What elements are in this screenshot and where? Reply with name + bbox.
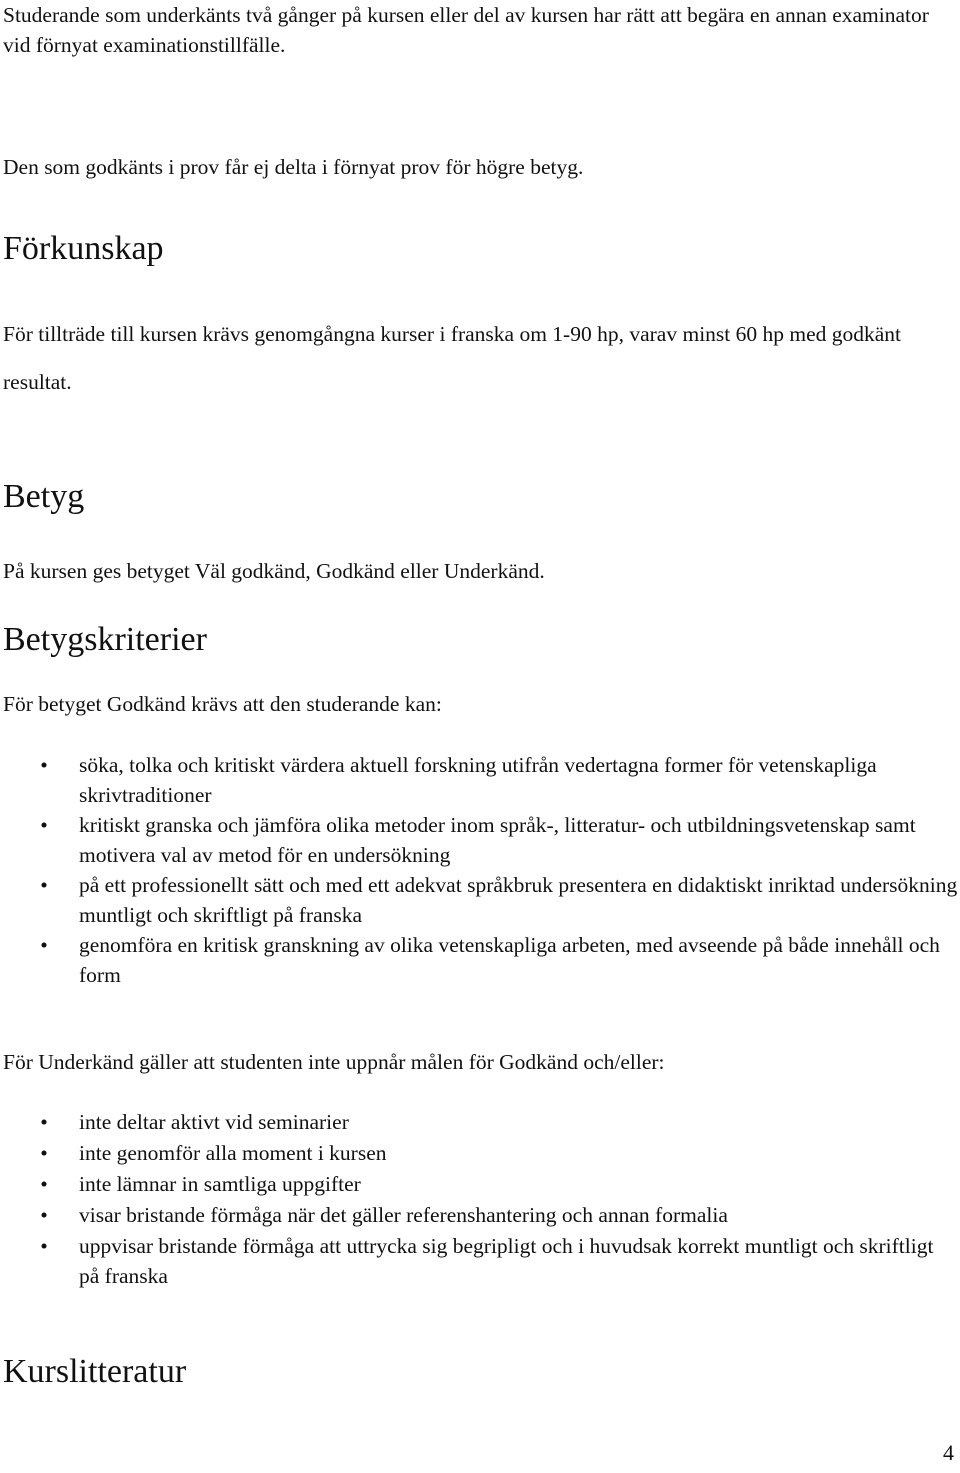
list-item-text: inte deltar aktivt vid seminarier — [79, 1110, 349, 1134]
bullet-icon: • — [40, 1110, 48, 1134]
list-item-text: visar bristande förmåga när det gäller referenshantering och annan formalia — [79, 1203, 728, 1227]
list-item — [0, 750, 958, 810]
bullet-icon: • — [40, 753, 48, 777]
no-improvement-paragraph: Den som godkänts i prov får ej delta i förnyat prov för högre betyg. — [3, 155, 584, 179]
pass-criteria-list — [0, 750, 958, 990]
bullet-icon: • — [40, 1172, 48, 1196]
list-item — [0, 1138, 958, 1168]
heading-prerequisites: Förkunskap — [3, 230, 164, 267]
grade-paragraph: På kursen ges betyget Väl godkänd, Godkänd eller Underkänd. — [3, 559, 545, 583]
list-item — [0, 870, 958, 930]
list-item — [0, 1169, 958, 1199]
list-item-text: genomföra en kritisk granskning av olika vetenskapliga arbeten, med avseende på både innehåll och form — [79, 933, 940, 987]
list-item-text: kritiskt granska och jämföra olika metoder inom språk-, litteratur- och utbildningsvetenskap samt motivera val av metod för en undersökning — [79, 813, 916, 867]
page-number: 4 — [943, 1440, 954, 1465]
list-item — [0, 1200, 958, 1230]
heading-course-literature: Kurslitteratur — [3, 1353, 187, 1390]
list-item — [0, 810, 958, 870]
bullet-icon: • — [40, 1203, 48, 1227]
list-item-text: uppvisar bristande förmåga att uttrycka sig begripligt och i huvudsak korrekt muntligt och skriftligt på franska — [79, 1234, 934, 1288]
bullet-icon: • — [40, 873, 48, 897]
list-item-text: inte lämnar in samtliga uppgifter — [79, 1172, 361, 1196]
fail-criteria-list — [0, 1107, 958, 1292]
heading-grade: Betyg — [3, 478, 85, 515]
prerequisites-paragraph: För tillträde till kursen krävs genomgångna kurser i franska om 1-90 hp, varav minst 60 hp med godkänt resultat. — [3, 322, 902, 394]
heading-grading-criteria: Betygskriterier — [3, 621, 207, 658]
list-item — [0, 1107, 958, 1137]
retake-paragraph: Studerande som underkänts två gånger på kursen eller del av kursen har rätt att begära en annan examinator vid förnyat examinationstillfälle. — [3, 3, 929, 57]
bullet-icon: • — [40, 1234, 48, 1258]
list-item-text: på ett professionellt sätt och med ett adekvat språkbruk presentera en didaktiskt inriktad undersökning muntligt och skriftligt på franska — [79, 873, 958, 927]
pass-criteria-intro: För betyget Godkänd krävs att den studerande kan: — [3, 692, 442, 716]
list-item — [0, 930, 958, 990]
list-item-text: söka, tolka och kritiskt värdera aktuell forskning utifrån vedertagna former för vetenskapliga skrivtraditioner — [79, 753, 877, 807]
list-item-text: inte genomför alla moment i kursen — [79, 1141, 387, 1165]
bullet-icon: • — [40, 813, 48, 837]
fail-criteria-intro: För Underkänd gäller att studenten inte uppnår målen för Godkänd och/eller: — [3, 1050, 665, 1074]
bullet-icon: • — [40, 1141, 48, 1165]
bullet-icon: • — [40, 933, 48, 957]
list-item — [0, 1231, 958, 1291]
